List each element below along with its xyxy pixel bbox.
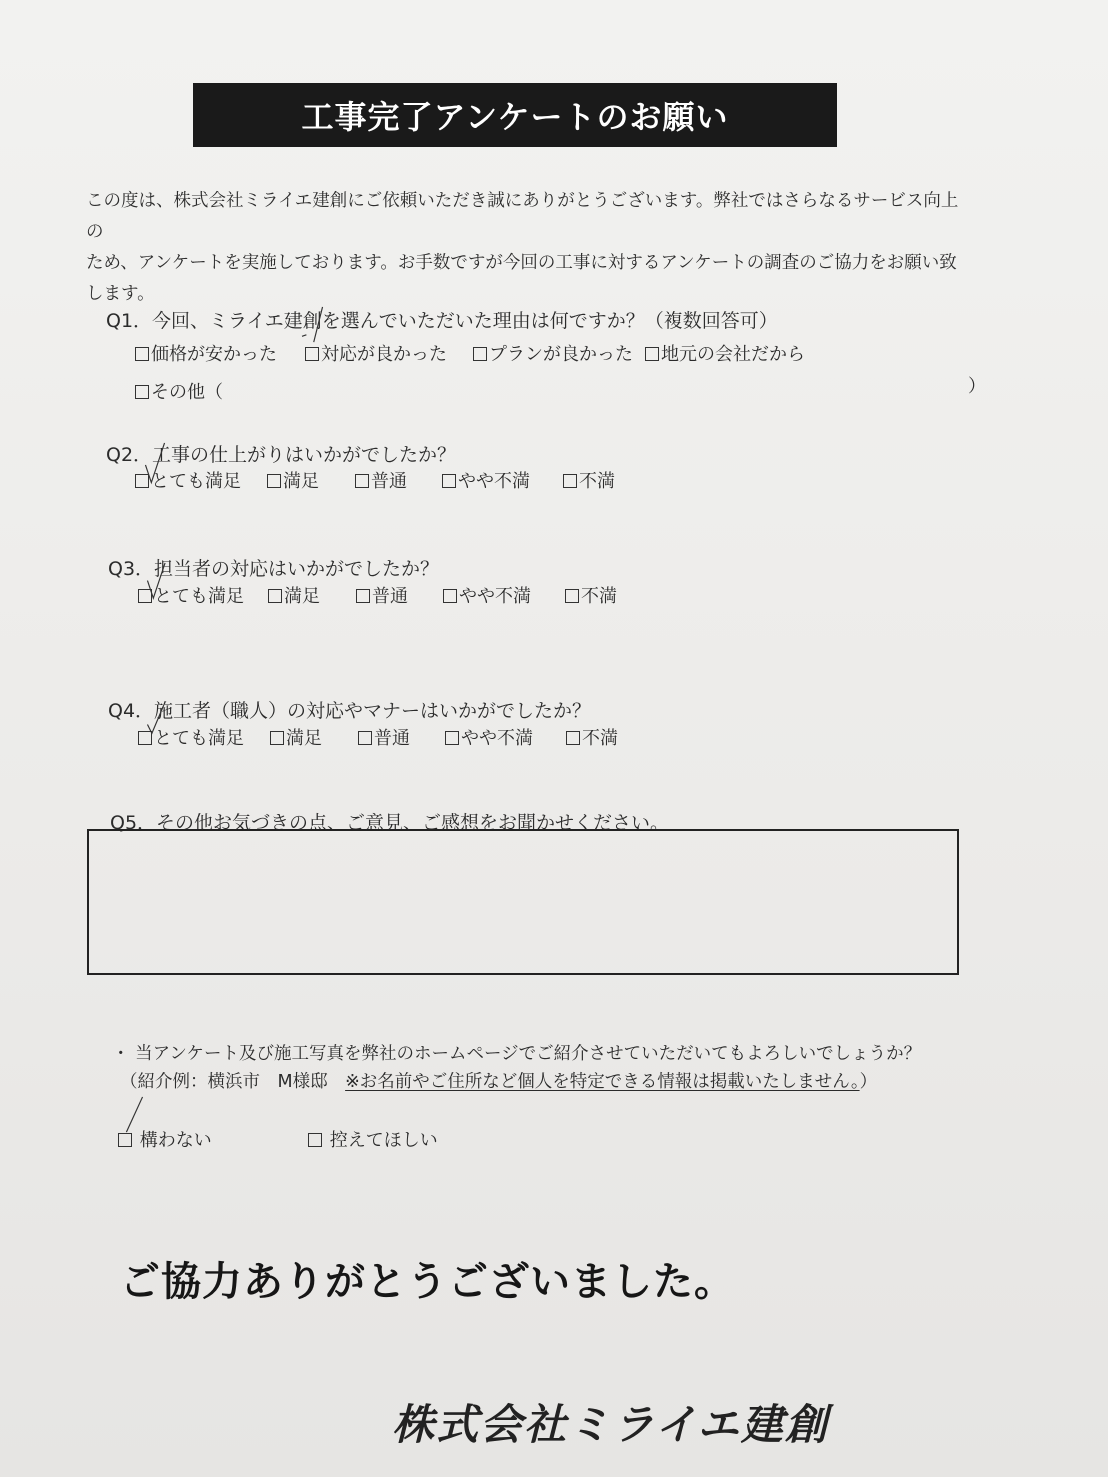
q1-option-label: 対応が良かった: [321, 344, 447, 365]
q1-option-label: プランが良かった: [489, 344, 633, 365]
q4-option-label: とても満足: [154, 728, 244, 749]
q3-option-label: とても満足: [154, 586, 244, 607]
q2-label: Q2．工事の仕上がりはいかがでしたか？: [106, 444, 457, 466]
q4-option-slightly-dissatisfied[interactable]: [445, 724, 533, 750]
intro-line-3: します。: [86, 284, 155, 304]
checkbox-icon: [358, 731, 372, 745]
q1-option-label: 地元の会社だから: [661, 344, 805, 365]
q2-option-neutral[interactable]: [355, 467, 407, 493]
q3-option-neutral[interactable]: [356, 582, 408, 608]
q3-options: [138, 582, 698, 608]
q3-option-label: 普通: [372, 586, 408, 607]
handwritten-check-icon: [296, 304, 330, 348]
consent-option-decline[interactable]: [308, 1126, 438, 1152]
consent-option-label: 控えてほしい: [329, 1130, 438, 1151]
q4-option-label: やや不満: [461, 728, 533, 749]
q4-label: Q4．施工者（職人）の対応やマナーはいかがでしたか？: [108, 700, 592, 722]
q3-option-label: 不満: [581, 586, 617, 607]
q1-option-price[interactable]: [135, 340, 277, 366]
checkbox-icon: [135, 385, 149, 399]
handwritten-check-icon: [116, 1094, 150, 1138]
q2-options: [135, 467, 695, 493]
checkbox-icon: [135, 347, 149, 361]
q2-option-label: とても満足: [151, 471, 241, 492]
checkbox-icon: [268, 589, 282, 603]
q3-option-label: 満足: [284, 586, 320, 607]
company-name-stamp: 株式会社ミライエ建創: [392, 1400, 830, 1449]
q5-label: Q5．その他お気づきの点、ご意見、ご感想をお聞かせください。: [110, 812, 670, 834]
q1-option-local[interactable]: [645, 340, 805, 366]
q1-other-close-paren: ）: [968, 376, 986, 397]
q1-option-label: その他（: [151, 382, 223, 403]
q2-option-label: やや不満: [458, 471, 530, 492]
q4-option-label: 満足: [286, 728, 322, 749]
q4-option-satisfied[interactable]: [270, 724, 322, 750]
q1-option-other[interactable]: [135, 378, 223, 404]
consent-example-line: [120, 1068, 877, 1093]
q1-option-label: 価格が安かった: [151, 344, 277, 365]
survey-title: 工事完了アンケートのお願い: [193, 83, 837, 147]
consent-note-close: ）: [859, 1072, 878, 1092]
checkbox-icon: [445, 731, 459, 745]
comment-textarea[interactable]: [87, 829, 959, 975]
q1-option-plan[interactable]: [473, 340, 633, 366]
q2-option-slightly-dissatisfied[interactable]: [442, 467, 530, 493]
q2-option-dissatisfied[interactable]: [563, 467, 615, 493]
q3-option-slightly-dissatisfied[interactable]: [443, 582, 531, 608]
q3-option-label: やや不満: [459, 586, 531, 607]
q4-option-dissatisfied[interactable]: [566, 724, 618, 750]
consent-note: ※お名前やご住所など個人を特定できる情報は掲載いたしません。: [345, 1072, 860, 1092]
checkbox-icon: [566, 731, 580, 745]
q1-label: Q1．今回、ミライエ建創を選んでいただいた理由は何ですか？（複数回答可）: [106, 310, 778, 332]
checkbox-icon: [356, 589, 370, 603]
checkbox-icon: [443, 589, 457, 603]
q4-options: [138, 724, 698, 750]
consent-options: [118, 1126, 518, 1152]
q2-option-label: 不満: [579, 471, 615, 492]
checkbox-icon: [473, 347, 487, 361]
checkbox-icon: [270, 731, 284, 745]
consent-option-label: 構わない: [139, 1130, 212, 1151]
q2-option-label: 満足: [283, 471, 319, 492]
checkbox-icon: [267, 474, 281, 488]
checkbox-icon: [355, 474, 369, 488]
q3-label: Q3．担当者の対応はいかがでしたか？: [108, 558, 440, 580]
thanks-message: ご協力ありがとうございました。: [120, 1259, 735, 1305]
q2-option-satisfied[interactable]: [267, 467, 319, 493]
intro-line-2: ため、アンケートを実施しております。お手数ですが今回の工事に対するアンケートの調査のご協力をお願い致: [86, 253, 957, 273]
q3-option-dissatisfied[interactable]: [565, 582, 617, 608]
checkbox-icon: [442, 474, 456, 488]
handwritten-check-icon: [140, 704, 174, 748]
intro-line-1: この度は、株式会社ミライエ建創にご依頼いただき誠にありがとうございます。弊社ではさらなるサービス向上の: [86, 191, 959, 242]
q4-option-neutral[interactable]: [358, 724, 410, 750]
q4-option-label: 普通: [374, 728, 410, 749]
checkbox-icon: [563, 474, 577, 488]
consent-question: ・ 当アンケート及び施工写真を弊社のホームページでご紹介させていただいてもよろしいでしょうか？: [112, 1044, 922, 1064]
handwritten-check-icon: [140, 560, 174, 604]
q1-options: [135, 340, 835, 403]
handwritten-check-icon: [138, 440, 172, 484]
q3-option-satisfied[interactable]: [268, 582, 320, 608]
q2-option-label: 普通: [371, 471, 407, 492]
intro-text: [86, 186, 966, 310]
checkbox-icon: [565, 589, 579, 603]
checkbox-icon: [308, 1133, 322, 1147]
consent-example: （紹介例：横浜市 M様邸: [120, 1072, 346, 1092]
checkbox-icon: [645, 347, 659, 361]
q4-option-label: 不満: [582, 728, 618, 749]
checkbox-icon: [305, 347, 319, 361]
